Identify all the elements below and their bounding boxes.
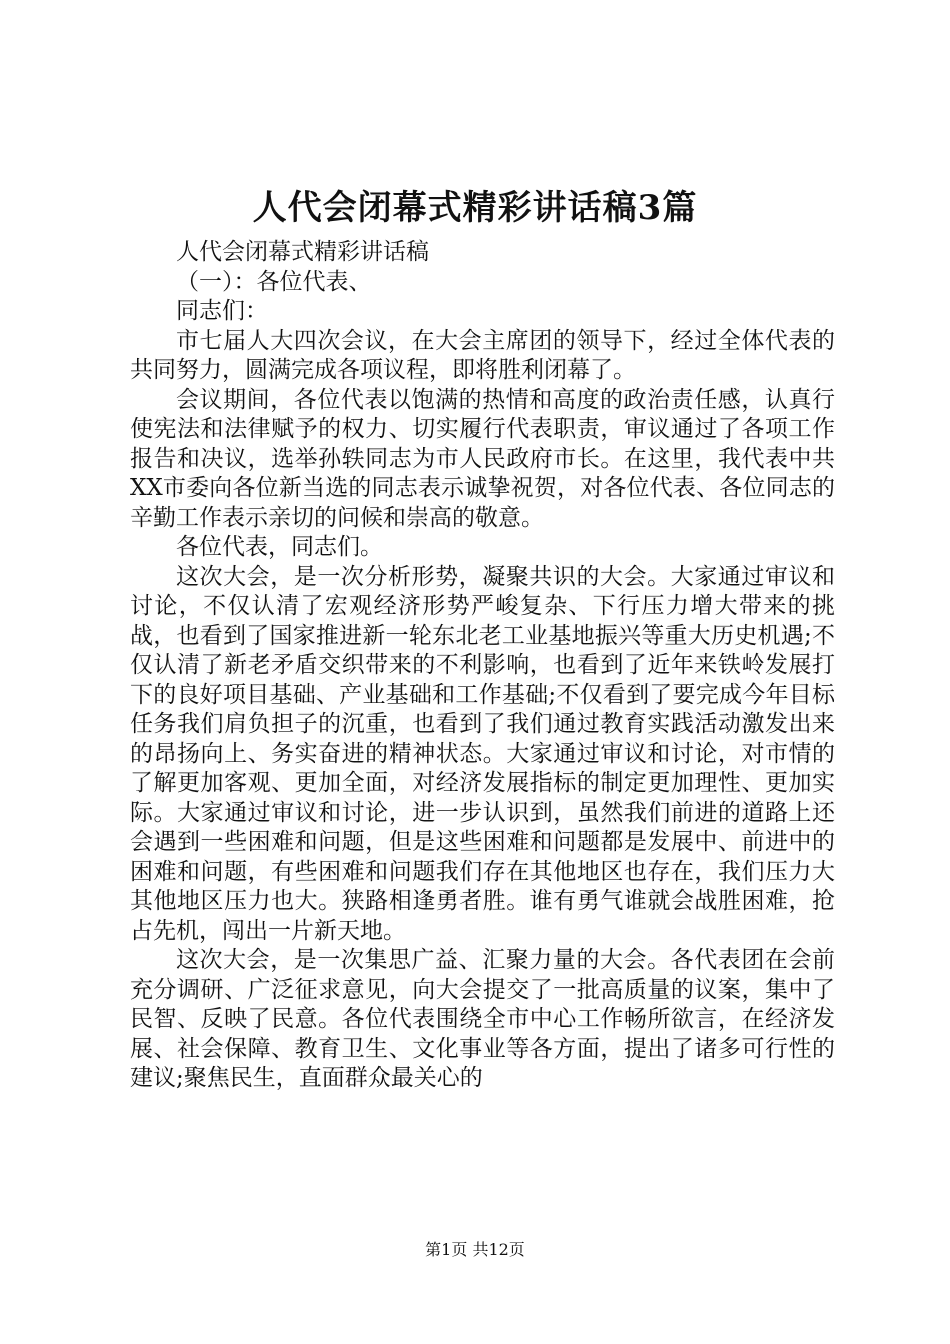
document-body: [130, 238, 835, 1094]
paragraph-salutation: 各位代表，同志们。: [176, 534, 383, 560]
paragraph: 这次大会，是一次集思广益、汇聚力量的大会。各代表团在会前充分调研、广泛征求意见，向大会提交了一批高质量的议案，集中了民智、反映了民意。各位代表围绕全市中心工作畅所欲言，在经济发展、社会保障、教育卫生、文化事业等各方面，提出了诸多可行性的建议;聚焦民生，直面群众最关心的: [130, 947, 835, 1091]
page-title: 人代会闭幕式精彩讲话稿3篇: [252, 188, 698, 228]
paragraph-subtitle: 人代会闭幕式精彩讲话稿: [176, 239, 429, 265]
paragraph: 会议期间，各位代表以饱满的热情和高度的政治责任感，认真行使宪法和法律赋予的权力、切实履行代表职责，审议通过了各项工作报告和决议，选举孙轶同志为市人民政府市长。在这里，我代表中共XX市委向各位新当选的同志表示诚挚祝贺，对各位代表、各位同志的辛勤工作表示亲切的问候和崇高的敬意。: [130, 386, 835, 531]
paragraph: 市七届人大四次会议，在大会主席团的领导下，经过全体代表的共同努力，圆满完成各项议程，即将胜利闭幕了。: [130, 327, 835, 383]
page-footer: 第1页 共12页: [425, 1240, 525, 1259]
paragraph: 这次大会，是一次分析形势，凝聚共识的大会。大家通过审议和讨论，不仅认清了宏观经济形势严峻复杂、下行压力增大带来的挑战，也看到了国家推进新一轮东北老工业基地振兴等重大历史机遇;不仅认清了新老矛盾交织带来的不利影响，也看到了近年来铁岭发展打下的良好项目基础、产业基础和工作基础;不仅看到了要完成今年目标任务我们肩负担子的沉重，也看到了我们通过教育实践活动激发出来的昂扬向上、务实奋进的精神状态。大家通过审议和讨论，对市情的了解更加客观、更加全面，对经济发展指标的制定更加理性、更加实际。大家通过审议和讨论，进一步认识到，虽然我们前进的道路上还会遇到一些困难和问题，但是这些困难和问题都是发展中、前进中的困难和问题，有些困难和问题我们存在其他地区也存在，我们压力大其他地区压力也大。狭路相逢勇者胜。谁有勇气谁就会战胜困难，抢占先机，闯出一片新天地。: [130, 563, 835, 944]
paragraph-section-heading: （一）：各位代表、: [176, 268, 372, 295]
paragraph-salutation: 同志们：: [176, 298, 268, 324]
